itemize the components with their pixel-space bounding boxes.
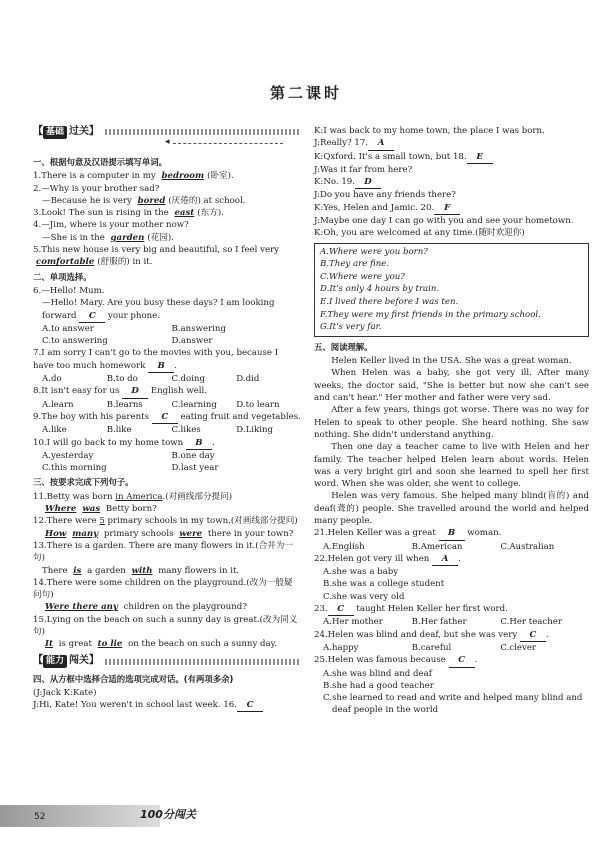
box-option: B.They are fine. (320, 259, 390, 270)
section-badge: 基础 (43, 126, 67, 139)
dialog-roles: (J:Jack K:Kate) (33, 687, 97, 698)
answer: to lie (97, 639, 123, 650)
part1-list (33, 170, 301, 268)
question-24: 24.Helen was blind and deaf, but she was very C . A.happy B.careful C.clever (314, 629, 589, 655)
answer: garden (110, 232, 145, 243)
question-22: 22.Helen got very ill when A . A.she was a baby B.she was a college student C.she was very old (314, 553, 589, 603)
question-14: 14.There were some children on the playground.(改为一般疑问句) Were there any children on the playground? (33, 577, 293, 613)
fill-item: 1.There is a computer in my bedroom (卧室). (33, 171, 234, 182)
dialog-line: J:Really? 17. A (314, 137, 589, 150)
arrow-divider (173, 143, 283, 152)
answer-blank: C (237, 699, 263, 712)
part5-heading: 五、阅读理解。 (314, 341, 373, 352)
fill-item: 2.—Why is your brother sad? (33, 183, 160, 194)
dialog-line: J:Was it far from here? (314, 164, 413, 175)
answer: bored (137, 195, 166, 206)
options: A.learn B.learns C.learning D.to learn (42, 399, 280, 410)
question-25: 25.Helen was famous because C . A.she was blind and deaf B.she had a good teacher C.she learned to read and write and helped many blind and deaf people in the world (314, 654, 589, 716)
reading-paragraph: When Helen was a baby, she got very ill. After many weeks, the doctor said, "She is better but now she can't see and can't hear." Her mother and father were very sad. (314, 368, 589, 404)
answer: comfortable (36, 257, 95, 268)
question-7: 7.I am sorry I can't go to the movies with you, because I have too much homework B . A.do B.to do C.doing D.did (33, 347, 301, 385)
answer: Where (45, 504, 77, 515)
question-9: 9.The boy with his parents C eating fruit and vegetables. A.like B.like C.likes D.Liking (33, 411, 301, 436)
answer: How (45, 528, 67, 539)
section-badge: 能力 (43, 655, 67, 668)
answer-blank: C (79, 310, 105, 323)
footer-bar (0, 805, 160, 827)
answer-blank: B (148, 360, 174, 373)
box-option: G.It's very far. (320, 322, 382, 333)
answer-blank: B (186, 437, 212, 450)
answer-blank: D (355, 176, 381, 189)
dialog-line: J:Hi, Kate! You weren't in school last week. 16. C (33, 699, 301, 712)
question-6: 6.—Hello! Mum. —Hello! Mary. Are you busy these days? I am looking forward C your phone. A.to answer B.answering C.to answering D.answer (33, 285, 301, 347)
answer-blank: F (434, 202, 460, 215)
answer: is (73, 565, 82, 576)
question-10: 10.I will go back to my home town B . A.yesterday B.one day C.this morning D.last year (33, 437, 301, 475)
reading-paragraph: After a few years, things got worse. There was no way for Helen to speak to other people. She heard nothing. She saw nothing. She didn't understand anything. (314, 405, 589, 440)
dialog-line: J:Do you have any friends there? (314, 190, 456, 201)
box-option: A.Where were you born? (320, 246, 428, 257)
dialog-line: K:No. 19. D (314, 176, 589, 189)
answer: was (82, 504, 101, 515)
part1-heading: 一、根据句意及汉语提示填写单词。 (33, 157, 167, 167)
answer-blank: A (368, 137, 394, 150)
fill-item: 5.This new house is very big and beautiful, so I feel very comfortable (舒服的) in it. (33, 245, 279, 268)
answer: Were there any (45, 602, 118, 613)
answer: many (72, 528, 99, 539)
answer-blank: C (152, 411, 178, 424)
answer-blank: A (432, 553, 458, 566)
options: A.she was a baby B.she was a college student C.she was very old (323, 567, 445, 602)
answer: bedroom (161, 171, 205, 182)
reading-passage (314, 355, 589, 527)
question-13: 13.There is a garden. There are many flowers in it.(合并为一句) There is a garden with many flowers in it. (33, 540, 294, 576)
section-label: 闯关 (69, 655, 90, 667)
option-box (314, 243, 589, 337)
options: A.do B.to do C.doing D.did (42, 374, 260, 385)
page-title: 第二课时 (269, 84, 342, 102)
options: A.like B.like C.likes D.Liking (42, 425, 274, 436)
fill-item: 4.—Jim, where is your mother now? (33, 220, 189, 231)
fill-item: 3.Look! The sun is rising in the east (东方). (33, 208, 224, 219)
options: A.she was blind and deaf B.she had a good teacher C.she learned to read and write and helped many blind and deaf people in the world (323, 668, 583, 716)
options: A.happy B.careful C.clever (323, 642, 537, 653)
fill-item: —Because he is very bored (厌倦的) at school. (42, 195, 246, 206)
box-option: F.They were my first friends in the primary school. (320, 309, 541, 320)
dialog-line: K:Qxford. It's a small town, but 18. E (314, 151, 589, 164)
answer: It (45, 639, 53, 650)
right-column (314, 125, 589, 717)
answer: east (174, 208, 195, 219)
section-decoration (105, 129, 301, 135)
answer: were (179, 528, 203, 539)
reading-paragraph: Helen was very famous. She helped many blind(盲的) and deaf(聋的) people. She travelled around the world and helped many people. (314, 491, 589, 526)
question-23: 23. C taught Helen Keller her first word. A.Her mother B.Her father C.Her teacher (314, 603, 589, 629)
dialog-line: K:Oh, you are welcomed at any time.(随时欢迎你) (314, 228, 525, 239)
question-15: 15.Lying on the beach on such a sunny day is great.(改为同义句) It is great to lie on the beach on such a sunny day. (33, 614, 298, 650)
answer: with (131, 565, 153, 576)
dialog-line: J:Maybe one day I can go with you and see your hometown. (314, 216, 574, 227)
section-decoration (105, 659, 301, 665)
part4-heading: 四、从方框中选择合适的选项完成对话。(有两项多余) (33, 673, 234, 684)
section-header-ability: 【 能力 闯关 】 (33, 655, 301, 669)
question-8: 8.It isn't easy for us D English well. A.learn B.learns C.learning D.to learn (33, 385, 301, 411)
reading-paragraph: Then one day a teacher came to live with Helen and her family. The teacher helped Helen learn about words. Helen was a very bright girl and soon she learned to spell her first word. When she was older, she went to college. (314, 442, 589, 490)
dialog-line: K:Yes, Helen and Jamic. 20. F (314, 202, 589, 215)
answer-blank: D (122, 385, 148, 398)
box-option: D.It's only 4 hours by train. (320, 284, 440, 295)
answer-blank: C (328, 603, 354, 616)
answer-blank: B (439, 527, 465, 540)
footer-logo: 100分闯关 (140, 808, 196, 821)
box-option: E.I lived there before I was ten. (320, 297, 459, 308)
answer-blank: C (449, 654, 475, 667)
section-header-basic: 【 基础 过关 】 (33, 125, 301, 139)
part2-heading: 二、单项选择。 (33, 271, 92, 282)
page-number: 52 (34, 812, 46, 822)
question-21: 21.Helen Keller was a great B woman. A.English B.American C.Australian (314, 527, 589, 553)
part3-heading: 三、按要求完成下列句子。 (33, 477, 134, 488)
reading-paragraph: Helen Keller lived in the USA. She was a great woman. (331, 356, 572, 367)
box-option: C.Where were you? (320, 271, 405, 282)
answer-blank: C (520, 629, 546, 642)
left-column (33, 125, 301, 712)
section-label: 过关 (69, 125, 90, 137)
options: A.Her mother B.Her father C.Her teacher (323, 617, 562, 628)
options: A.English B.American C.Australian (323, 541, 555, 552)
answer-blank: E (467, 151, 493, 164)
question-11: 11.Betty was born in America.(对画线部分提问) Where was Betty born? (33, 491, 233, 515)
dialog-line: K:I was back to my home town, the place I was born. (314, 126, 545, 136)
fill-item: —She is in the garden (花园). (42, 232, 175, 243)
question-12: 12.There were 5 primary schools in my town.(对画线部分提问) How many primary schools were there in your town? (33, 516, 298, 539)
options: A.yesterday B.one day C.this morning D.last year (42, 450, 219, 474)
options: A.to answer B.answering C.to answering D.answer (42, 323, 226, 347)
dialog-list (314, 125, 589, 240)
